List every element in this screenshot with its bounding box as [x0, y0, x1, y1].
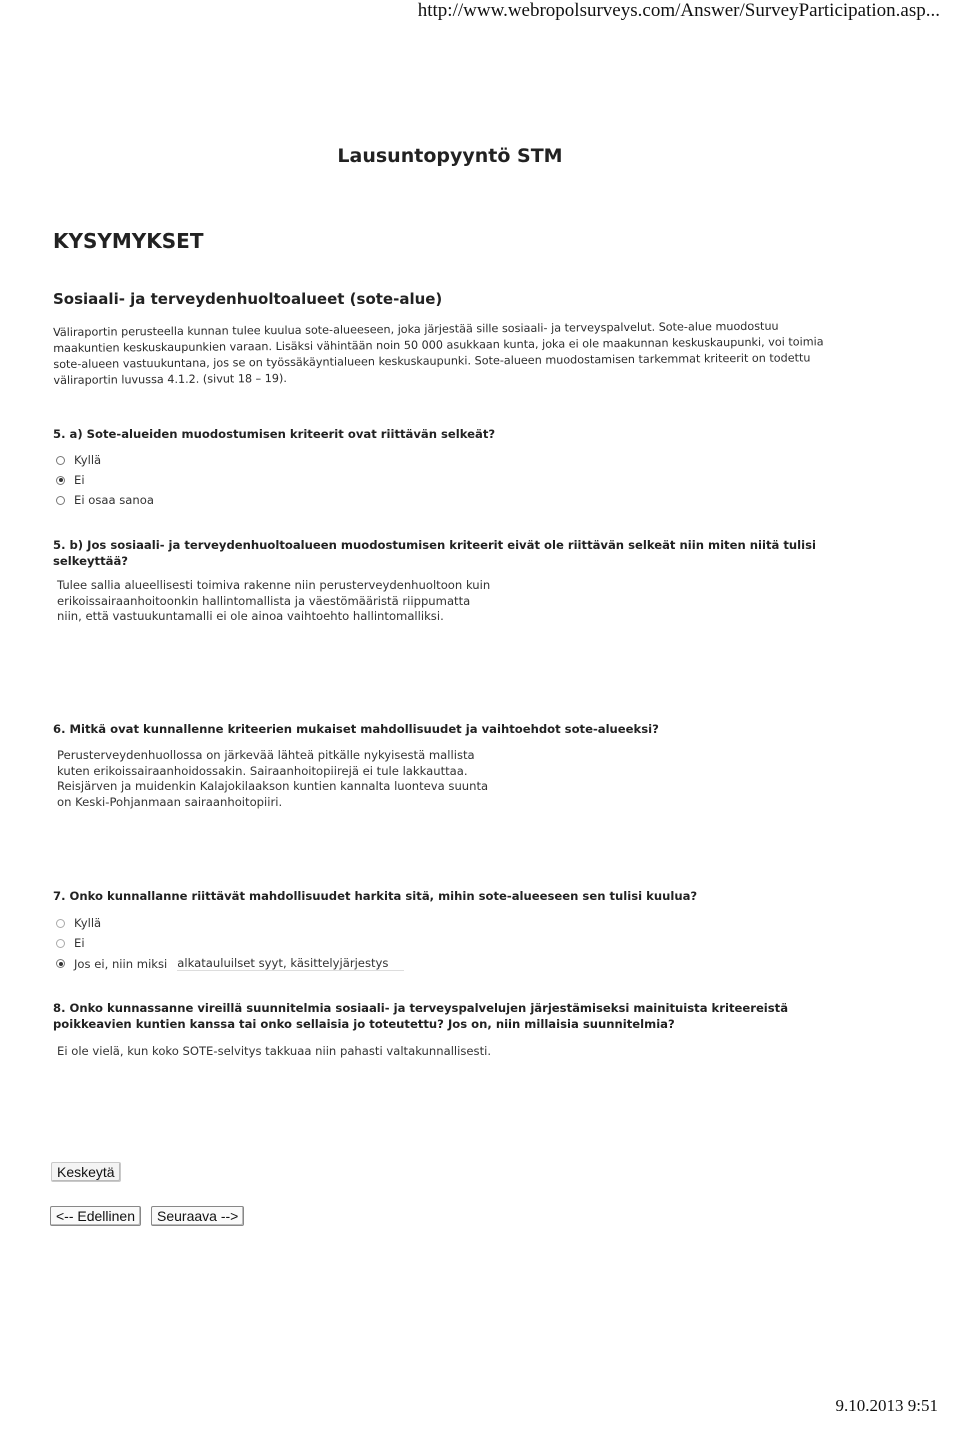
q5a-option-ei-osaa-sanoa[interactable]: [56, 493, 154, 507]
q8-answer-textarea[interactable]: Ei ole vielä, kun koko SOTE-selvitys takkuaa niin pahasti valtakunnallisesti.: [57, 1044, 492, 1058]
radio-icon[interactable]: [56, 496, 65, 505]
q7-option-jos-ei[interactable]: [56, 956, 404, 971]
question-5a: 5. a) Sote-alueiden muodostumisen kriteerit ovat riittävän selkeät?: [53, 427, 496, 441]
q7-option-ei[interactable]: [56, 936, 85, 950]
page-title: Lausuntopyyntö STM: [337, 145, 563, 167]
print-timestamp: 9.10.2013 9:51: [835, 1396, 938, 1415]
intro-paragraph: [53, 318, 844, 389]
intro-line: maakuntien keskuskaupunkien varaan. Lisäksi vähintään noin 50 000 asukkaan kunta, joka ei ole maakunnan keskuskaupunki, voi toimia: [53, 335, 824, 355]
question-8: 8. Onko kunnassanne vireillä suunnitelmia sosiaali- ja terveyspalvelujen järjestämiseksi mainituista kriteereistä poikkeavien kuntien kanssa tai onko sellaisia jo toteutettu? Jos on, niin millaisia suunnitelmia?: [53, 1001, 789, 1031]
option-label: Kyllä: [74, 916, 102, 930]
option-label: Ei: [74, 473, 85, 487]
subsection-heading: Sosiaali- ja terveydenhuoltoalueet (sote-alue): [53, 290, 443, 308]
question-6: 6. Mitkä ovat kunnallenne kriteerien mukaiset mahdollisuudet ja vaihtoehdot sote-alueeksi?: [53, 722, 659, 736]
q7-option-kylla[interactable]: [56, 916, 101, 930]
radio-icon[interactable]: [56, 456, 65, 465]
interrupt-button[interactable]: Keskeytä: [51, 1162, 121, 1182]
next-button[interactable]: Seuraava -->: [151, 1206, 244, 1226]
q7-other-input[interactable]: alkatauluilset syyt, käsittelyjärjestys: [177, 956, 404, 971]
intro-line: sote-alueen vastuukuntana, jos se on työssäkäyntialueen keskuskaupunki. Sote-alueen muodostamisen tarkemmat kriteerit on todettu: [53, 351, 811, 371]
intro-line: Väliraportin perusteella kunnan tulee kuulua sote-alueeseen, joka järjestää sille sosiaali- ja terveyspalvelut. Sote-alue muodostuu: [53, 319, 779, 339]
q5b-answer-textarea[interactable]: Tulee sallia alueellisesti toimiva rakenne niin perusterveydenhuoltoon kuin erikoissairaanhoitoonkin hallintomallista ja väestömääristä riippumatta niin, että vastuukuntamalli ei ole ainoa vaihtoehto hallintomalliksi.: [57, 578, 491, 623]
radio-selected-icon[interactable]: [56, 959, 65, 968]
q6-answer-textarea[interactable]: Perusterveydenhuollossa on järkevää lähteä pitkälle nykyisestä mallista kuten erikoissairaanhoidossakin. Sairaanhoitopiirejä ei tule lakkauttaa. Reisjärven ja muidenkin Kalajokilaakson kuntien kannalta luonteva suunta on Keski-Pohjanmaan sairaanhoitopiiri.: [57, 748, 489, 809]
question-7: 7. Onko kunnallanne riittävät mahdollisuudet harkita sitä, mihin sote-alueeseen sen tulisi kuulua?: [53, 889, 698, 903]
option-label: Kyllä: [74, 453, 102, 467]
q5a-option-kylla[interactable]: [56, 453, 101, 467]
q5a-option-ei[interactable]: [56, 473, 85, 487]
option-label: Ei: [74, 936, 85, 950]
radio-icon[interactable]: [56, 919, 65, 928]
radio-icon[interactable]: [56, 939, 65, 948]
radio-selected-icon[interactable]: [56, 476, 65, 485]
option-label: Jos ei, niin miksi: [74, 956, 168, 971]
header-url: http://www.webropolsurveys.com/Answer/SurveyParticipation.asp...: [417, 0, 940, 21]
section-heading: KYSYMYKSET: [53, 229, 204, 253]
previous-button[interactable]: <-- Edellinen: [50, 1206, 141, 1226]
intro-line: väliraportin luvussa 4.1.2. (sivut 18 – 19).: [53, 371, 287, 387]
option-label: Ei osaa sanoa: [74, 493, 154, 507]
question-5b: 5. b) Jos sosiaali- ja terveydenhuoltoalueen muodostumisen kriteerit eivät ole riittävän selkeät niin miten niitä tulisi selkeyttää?: [53, 538, 816, 568]
